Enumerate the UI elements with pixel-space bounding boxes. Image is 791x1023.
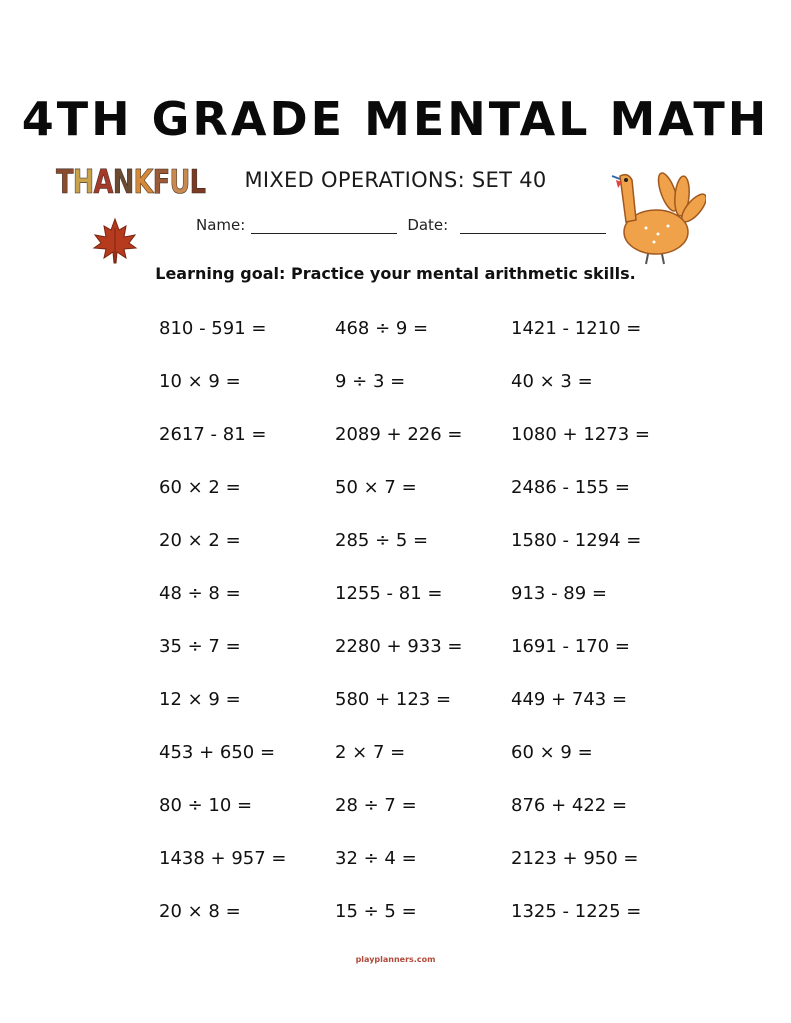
turkey-icon xyxy=(606,162,706,266)
math-problem: 810 - 591 = xyxy=(159,318,267,339)
math-problem: 1438 + 957 = xyxy=(159,848,287,869)
name-label: Name: xyxy=(196,216,246,234)
math-problem: 35 ÷ 7 = xyxy=(159,636,241,657)
math-problem: 453 + 650 = xyxy=(159,742,276,763)
thankful-letter: N xyxy=(112,162,134,201)
thankful-letter: F xyxy=(152,162,170,201)
math-problem: 2089 + 226 = xyxy=(335,424,463,445)
subtitle: MIXED OPERATIONS: SET 40 xyxy=(244,168,547,192)
thankful-letter: A xyxy=(93,162,113,201)
math-problem: 9 ÷ 3 = xyxy=(335,371,406,392)
math-problem: 60 × 9 = xyxy=(511,742,593,763)
name-field[interactable] xyxy=(251,219,397,234)
math-problem: 2 × 7 = xyxy=(335,742,406,763)
math-problem: 285 ÷ 5 = xyxy=(335,530,429,551)
math-problem: 1421 - 1210 = xyxy=(511,318,642,339)
math-problem: 1580 - 1294 = xyxy=(511,530,642,551)
thankful-letter: L xyxy=(189,162,206,201)
thankful-letter: H xyxy=(72,162,94,201)
thankful-letter: U xyxy=(169,162,190,201)
math-problem: 2486 - 155 = xyxy=(511,477,630,498)
math-problem: 2617 - 81 = xyxy=(159,424,267,445)
math-problem: 10 × 9 = xyxy=(159,371,241,392)
math-problem: 2280 + 933 = xyxy=(335,636,463,657)
math-problem: 40 × 3 = xyxy=(511,371,593,392)
math-problem: 876 + 422 = xyxy=(511,795,628,816)
math-problem: 20 × 8 = xyxy=(159,901,241,922)
math-problem: 580 + 123 = xyxy=(335,689,452,710)
maple-leaf-icon xyxy=(90,216,140,266)
math-problem: 1080 + 1273 = xyxy=(511,424,650,445)
learning-goal: Learning goal: Practice your mental arithmetic skills. xyxy=(155,264,636,283)
math-problem: 48 ÷ 8 = xyxy=(159,583,241,604)
math-problem: 449 + 743 = xyxy=(511,689,628,710)
math-problem: 468 ÷ 9 = xyxy=(335,318,429,339)
math-problem: 60 × 2 = xyxy=(159,477,241,498)
math-problem: 12 × 9 = xyxy=(159,689,241,710)
problem-grid xyxy=(159,318,687,954)
math-problem: 32 ÷ 4 = xyxy=(335,848,417,869)
math-problem: 15 ÷ 5 = xyxy=(335,901,417,922)
page-title: 4TH GRADE MENTAL MATH xyxy=(21,92,770,146)
thankful-letter: K xyxy=(133,162,153,201)
footer-logo: playplanners.com xyxy=(355,955,436,964)
math-problem: 1691 - 170 = xyxy=(511,636,630,657)
math-problem: 20 × 2 = xyxy=(159,530,241,551)
math-problem: 1325 - 1225 = xyxy=(511,901,642,922)
math-problem: 2123 + 950 = xyxy=(511,848,639,869)
math-problem: 50 × 7 = xyxy=(335,477,417,498)
math-problem: 913 - 89 = xyxy=(511,583,608,604)
math-problem: 1255 - 81 = xyxy=(335,583,443,604)
date-label: Date: xyxy=(407,216,449,234)
thankful-letter: T xyxy=(56,162,73,201)
date-field[interactable] xyxy=(460,219,606,234)
name-date-row xyxy=(196,216,606,234)
math-problem: 28 ÷ 7 = xyxy=(335,795,417,816)
math-problem: 80 ÷ 10 = xyxy=(159,795,253,816)
